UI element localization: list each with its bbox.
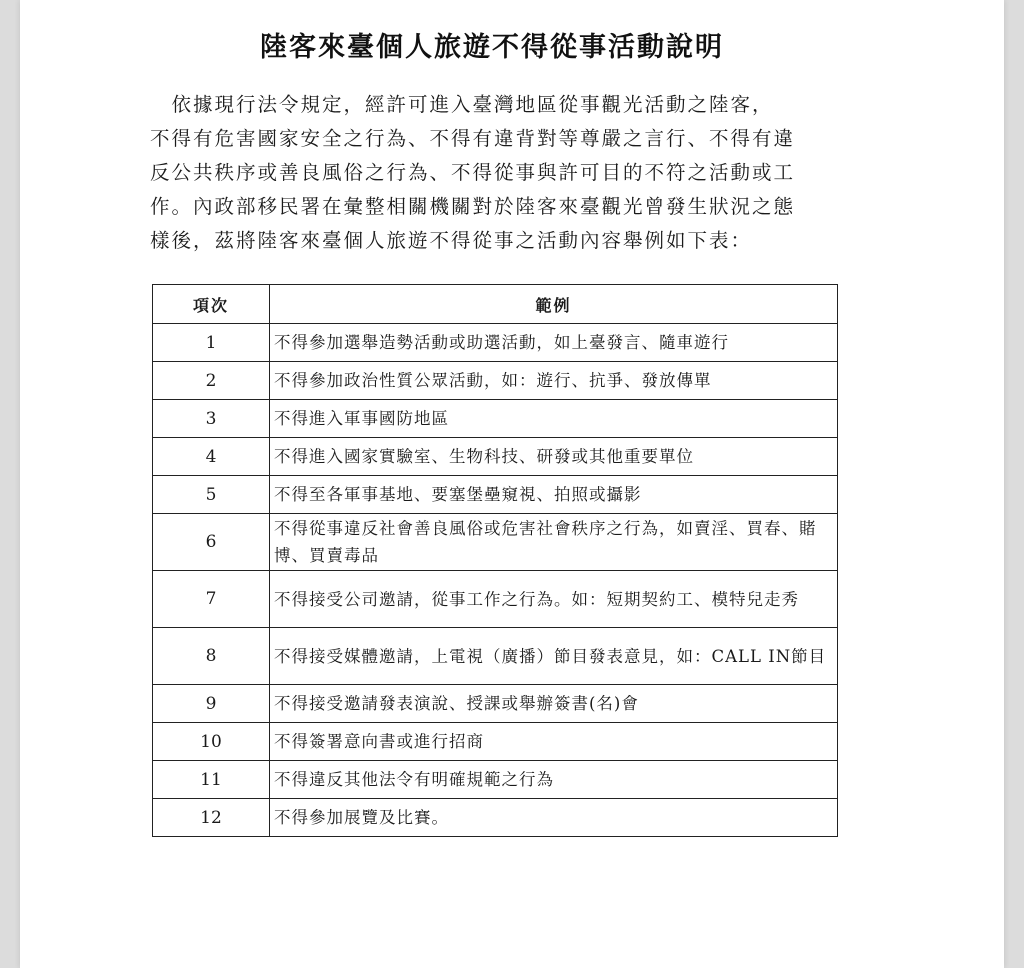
table-row [153, 324, 838, 362]
intro-line: 反公共秩序或善良風俗之行為、不得從事與許可目的不符之活動或工 [150, 161, 796, 184]
row-number: 1 [153, 324, 270, 362]
row-number: 11 [153, 761, 270, 799]
row-example: 不得接受公司邀請，從事工作之行為。如：短期契約工、模特兒走秀 [270, 571, 838, 628]
row-example: 不得進入國家實驗室、生物科技、研發或其他重要單位 [270, 438, 838, 476]
table-row [153, 362, 838, 400]
intro-line: 樣後，茲將陸客來臺個人旅遊不得從事之活動內容舉例如下表： [150, 229, 753, 252]
row-number: 10 [153, 723, 270, 761]
row-example: 不得參加選舉造勢活動或助選活動，如上臺發言、隨車遊行 [270, 324, 838, 362]
intro-line: 作。內政部移民署在彙整相關機關對於陸客來臺觀光曾發生狀況之態 [150, 195, 796, 218]
table-header-row [153, 285, 838, 324]
table-row [153, 571, 838, 628]
row-example: 不得違反其他法令有明確規範之行為 [270, 761, 838, 799]
table-row [153, 438, 838, 476]
table-row [153, 628, 838, 685]
table-row [153, 723, 838, 761]
row-example: 不得至各軍事基地、要塞堡壘窺視、拍照或攝影 [270, 476, 838, 514]
row-number: 12 [153, 799, 270, 837]
document-title: 陸客來臺個人旅遊不得從事活動說明 [260, 32, 724, 63]
row-example: 不得接受邀請發表演說、授課或舉辦簽書(名)會 [270, 685, 838, 723]
row-example: 不得簽署意向書或進行招商 [270, 723, 838, 761]
intro-paragraph [150, 88, 840, 258]
table-row [153, 400, 838, 438]
table-row [153, 761, 838, 799]
table-row [153, 476, 838, 514]
row-number: 8 [153, 628, 270, 685]
header-no: 項次 [153, 285, 270, 324]
row-example: 不得參加政治性質公眾活動，如：遊行、抗爭、發放傳單 [270, 362, 838, 400]
activities-table [152, 284, 838, 837]
row-number: 3 [153, 400, 270, 438]
row-number: 2 [153, 362, 270, 400]
row-number: 7 [153, 571, 270, 628]
row-example: 不得從事違反社會善良風俗或危害社會秩序之行為，如賣淫、買春、賭博、買賣毒品 [270, 514, 838, 571]
row-number: 9 [153, 685, 270, 723]
header-example: 範例 [270, 285, 838, 324]
intro-line: 不得有危害國家安全之行為、不得有違背對等尊嚴之言行、不得有違 [150, 127, 796, 150]
table-row [153, 799, 838, 837]
intro-line: 依據現行法令規定，經許可進入臺灣地區從事觀光活動之陸客， [150, 93, 774, 116]
table-row [153, 514, 838, 571]
row-example: 不得進入軍事國防地區 [270, 400, 838, 438]
row-number: 4 [153, 438, 270, 476]
row-example: 不得接受媒體邀請，上電視（廣播）節目發表意見，如：CALL IN節目 [270, 628, 838, 685]
row-number: 6 [153, 514, 270, 571]
row-example: 不得參加展覽及比賽。 [270, 799, 838, 837]
row-number: 5 [153, 476, 270, 514]
table-row [153, 685, 838, 723]
